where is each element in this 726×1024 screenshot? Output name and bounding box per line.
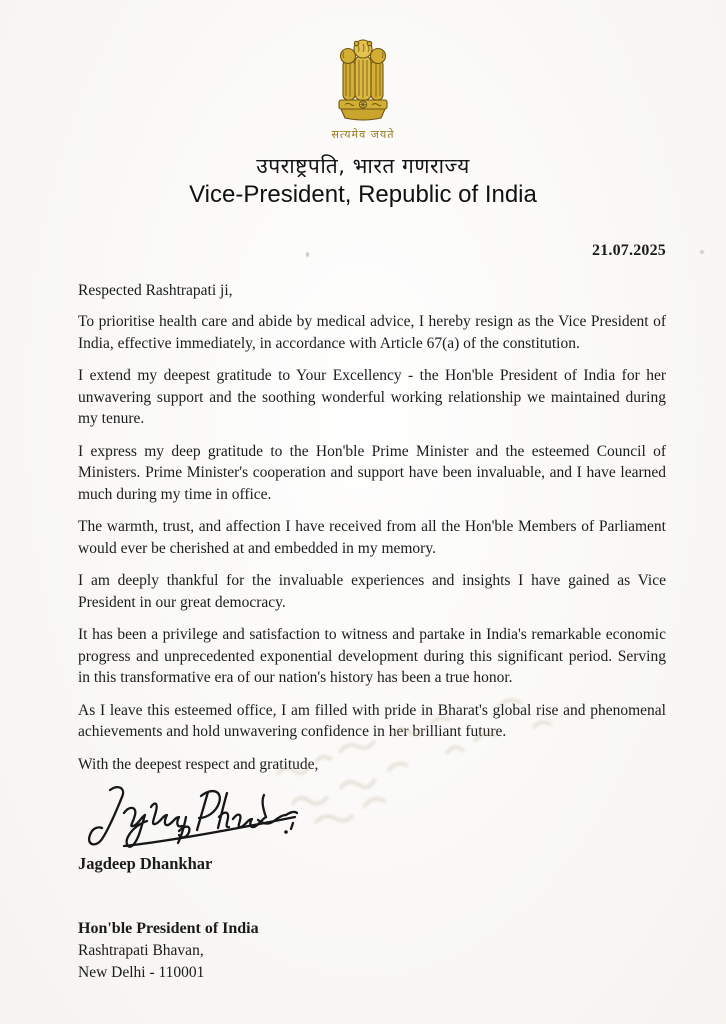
recipient-address bbox=[78, 918, 666, 984]
recipient-line-1: Hon'ble President of India bbox=[78, 919, 259, 937]
recipient-line-3: New Delhi - 110001 bbox=[78, 963, 205, 981]
paragraph-parliament: The warmth, trust, and affection I have received from all the Hon'ble Members of Parliament would ever be cherished at and embedded in my memory. bbox=[78, 518, 666, 557]
signature-block bbox=[78, 778, 666, 852]
title-english: Vice-President, Republic of India bbox=[189, 181, 537, 209]
paragraph-resignation: To prioritise health care and abide by medical advice, I hereby resign as the Vice President of India, effective immediately, in accordance with Article 67(a) of the constitution. bbox=[78, 313, 666, 352]
paragraph-privilege: It has been a privilege and satisfaction to witness and partake in India's remarkable economic progress and unprecedented exponential development during this significant period. Serving in this transformative era of our nation's history has been a true honor. bbox=[78, 626, 666, 687]
handwritten-signature bbox=[80, 780, 312, 852]
paragraph-farewell: As I leave this esteemed office, I am filled with pride in Bharat's global rise and phenomenal achievements and hold unwavering confidence in her brilliant future. bbox=[78, 701, 666, 741]
emblem-motto: सत्यमेव जयते bbox=[331, 128, 395, 141]
paragraph-president-gratitude: I extend my deepest gratitude to Your Excellency - the Hon'ble President of India for her unwavering support and the soothing wonderful working relationship we maintained during my tenure. bbox=[78, 367, 666, 428]
lion-capital-emblem-icon bbox=[331, 34, 395, 122]
paragraph-pm-gratitude: I express my deep gratitude to the Hon'ble Prime Minister and the esteemed Council of Ministers. Prime Minister's cooperation and support have been invaluable, and I have learned much during my time in office. bbox=[78, 442, 666, 503]
letter-date: 21.07.2025 bbox=[592, 242, 666, 260]
scan-speck bbox=[306, 252, 309, 257]
salutation: Respected Rashtrapati ji, bbox=[78, 282, 233, 300]
paragraph-thankful: I am deeply thankful for the invaluable experiences and insights I have gained as Vice President in our great democracy. bbox=[78, 572, 666, 611]
letterhead bbox=[60, 34, 666, 210]
closing-line: With the deepest respect and gratitude, bbox=[78, 755, 319, 773]
title-hindi: उपराष्ट्रपति, भारत गणराज्य bbox=[256, 154, 470, 179]
scan-speck bbox=[700, 250, 704, 254]
national-emblem-icon bbox=[331, 34, 395, 122]
recipient-line-2: Rashtrapati Bhavan, bbox=[78, 941, 204, 959]
signatory-name: Jagdeep Dhankhar bbox=[78, 853, 213, 873]
